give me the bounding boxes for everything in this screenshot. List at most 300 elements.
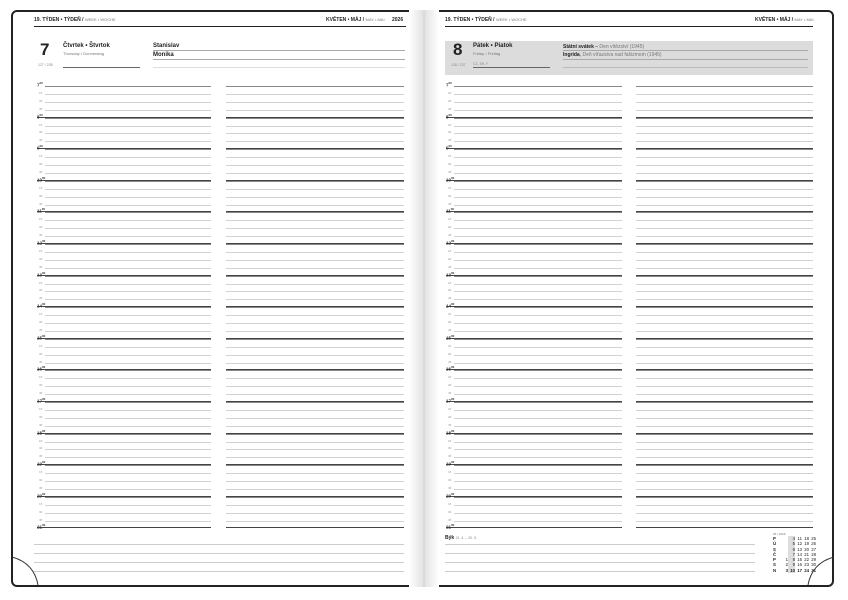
right-quarter-line bbox=[454, 102, 622, 103]
mini-calendar-day: 8 bbox=[788, 557, 795, 562]
right-quarter-line bbox=[636, 236, 813, 237]
right-quarter-line bbox=[636, 331, 813, 332]
left-hour-label-13: $13^{00}$ bbox=[37, 270, 46, 278]
right-quarter-line bbox=[636, 189, 813, 190]
left-hour-line bbox=[45, 212, 211, 213]
right-quarter-line bbox=[454, 110, 622, 111]
right-quarter-label: 45 bbox=[448, 327, 452, 332]
left-quarter-line bbox=[226, 521, 404, 522]
left-hour-line bbox=[45, 149, 211, 150]
left-day-sub: Thursday • Donnerstag bbox=[63, 51, 104, 56]
left-quarter-label: 15 bbox=[39, 248, 43, 253]
right-footer-line-2 bbox=[445, 553, 755, 554]
left-quarter-line bbox=[226, 165, 404, 166]
holiday-2-desc: Deň víťazstva nad fašizmom (1945) bbox=[582, 52, 662, 58]
left-hour-line bbox=[45, 339, 211, 340]
left-footer-line-1 bbox=[34, 544, 404, 545]
left-hour-line bbox=[45, 465, 211, 466]
right-month-label: KVĚTEN • MÁJ / bbox=[755, 17, 794, 23]
left-quarter-line bbox=[45, 481, 211, 482]
right-quarter-line bbox=[454, 126, 622, 127]
left-day-number: 7 bbox=[40, 40, 50, 59]
right-hour-label-21: $21^{00}$ bbox=[446, 523, 455, 530]
right-hour-label-18: $18^{00}$ bbox=[446, 428, 455, 436]
right-hour-label-20: $20^{00}$ bbox=[446, 491, 455, 499]
left-nameday-rule-3 bbox=[153, 67, 405, 68]
left-quarter-label: 45 bbox=[39, 422, 43, 427]
holiday-2: Ingrida, Deň víťazstva nad fašizmom (1945) bbox=[563, 52, 662, 58]
left-quarter-line bbox=[45, 189, 211, 190]
left-corner-curl bbox=[12, 557, 40, 585]
left-quarter-line bbox=[226, 220, 404, 221]
right-quarter-label: 45 bbox=[448, 517, 452, 522]
left-month-small: MAY • MAI bbox=[365, 17, 385, 22]
right-corner-curl bbox=[806, 557, 834, 585]
left-quarter-label: 30 bbox=[39, 383, 43, 388]
left-hour-label-12: $12^{00}$ bbox=[37, 239, 46, 246]
right-quarter-line bbox=[636, 141, 813, 142]
right-quarter-line bbox=[636, 205, 813, 206]
right-quarter-label: 30 bbox=[448, 320, 452, 324]
right-quarter-label: 15 bbox=[448, 217, 452, 222]
right-hour-line bbox=[454, 86, 622, 87]
left-quarter-label: 30 bbox=[39, 446, 43, 451]
right-quarter-line bbox=[636, 489, 813, 490]
right-hour-line bbox=[636, 497, 813, 498]
right-quarter-line bbox=[636, 268, 813, 269]
right-block-rule bbox=[636, 527, 813, 528]
left-quarter-label: 45 bbox=[39, 485, 43, 490]
left-quarter-label: 45 bbox=[39, 233, 43, 238]
right-hour-line bbox=[454, 307, 622, 308]
left-quarter-label: 15 bbox=[39, 217, 43, 222]
left-quarter-line bbox=[226, 473, 404, 474]
left-hour-label-21: $21^{00}$ bbox=[37, 523, 46, 530]
mini-calendar-weekday: N bbox=[773, 567, 777, 573]
left-hour-line bbox=[45, 497, 211, 498]
right-week-small: WEEK • WOCHE bbox=[495, 17, 527, 22]
right-quarter-label: 45 bbox=[448, 264, 452, 269]
left-hour-label-17: $17^{00}$ bbox=[37, 397, 46, 404]
left-quarter-line bbox=[45, 394, 211, 395]
right-quarter-line bbox=[454, 165, 622, 166]
left-quarter-line bbox=[226, 197, 404, 198]
right-nameday-rule-2 bbox=[563, 59, 808, 60]
right-quarter-label: 30 bbox=[448, 383, 452, 388]
left-quarter-label: 15 bbox=[39, 375, 43, 380]
right-quarter-line bbox=[454, 157, 622, 158]
left-quarter-line bbox=[226, 378, 404, 379]
left-hour-label-14: $14^{00}$ bbox=[37, 302, 46, 309]
left-quarter-line bbox=[226, 260, 404, 261]
left-quarter-line bbox=[45, 418, 211, 419]
right-hour-line bbox=[636, 149, 813, 150]
left-quarter-line bbox=[45, 165, 211, 166]
left-quarter-line bbox=[226, 102, 404, 103]
mini-calendar-day: 2 bbox=[785, 562, 788, 568]
right-hour-line bbox=[636, 402, 813, 403]
left-quarter-label: 45 bbox=[39, 138, 43, 143]
left-week-header bbox=[34, 17, 116, 23]
right-quarter-label: 30 bbox=[448, 288, 452, 293]
mini-calendar-day: 7 bbox=[788, 552, 795, 557]
right-quarter-line bbox=[636, 165, 813, 166]
right-quarter-label: 15 bbox=[448, 375, 452, 380]
mini-calendar-day: 29 bbox=[811, 557, 816, 563]
right-quarter-line bbox=[636, 299, 813, 300]
left-quarter-line bbox=[226, 418, 404, 419]
right-quarter-line bbox=[636, 252, 813, 253]
right-quarter-label: 30 bbox=[448, 98, 452, 103]
left-quarter-line bbox=[226, 173, 404, 174]
zodiac-sign bbox=[445, 535, 477, 541]
right-hour-line bbox=[636, 118, 813, 119]
left-quarter-label: 45 bbox=[39, 454, 43, 459]
right-quarter-line bbox=[636, 323, 813, 324]
left-quarter-line bbox=[226, 394, 404, 395]
left-quarter-line bbox=[45, 94, 211, 95]
right-quarter-line bbox=[636, 513, 813, 514]
left-quarter-line bbox=[45, 133, 211, 134]
right-quarter-line bbox=[636, 386, 813, 387]
mini-calendar-weekday: P bbox=[773, 557, 776, 563]
left-quarter-line bbox=[226, 489, 404, 490]
right-quarter-line bbox=[454, 481, 622, 482]
mini-calendar-weekday: P bbox=[773, 536, 776, 541]
right-quarter-line bbox=[636, 481, 813, 482]
right-hour-line bbox=[454, 370, 622, 371]
right-quarter-line bbox=[454, 394, 622, 395]
right-quarter-line bbox=[636, 394, 813, 395]
left-footer-line-2 bbox=[34, 553, 404, 554]
left-nameday-rule-1 bbox=[153, 50, 405, 51]
left-quarter-line bbox=[45, 252, 211, 253]
left-quarter-line bbox=[226, 386, 404, 387]
right-quarter-line bbox=[454, 442, 622, 443]
mini-calendar-day: 21 bbox=[804, 551, 809, 557]
right-quarter-line bbox=[454, 197, 622, 198]
left-hour-line bbox=[226, 149, 404, 150]
right-quarter-line bbox=[454, 323, 622, 324]
left-hour-label-11: $11^{00}$ bbox=[37, 207, 46, 214]
right-quarter-label: 30 bbox=[448, 414, 452, 419]
right-quarter-line bbox=[454, 449, 622, 450]
left-hour-label-20: $20^{00}$ bbox=[37, 491, 46, 499]
left-quarter-line bbox=[226, 268, 404, 269]
right-quarter-label: 30 bbox=[448, 225, 452, 230]
mini-calendar-day: 13 bbox=[797, 546, 802, 552]
left-quarter-label: 15 bbox=[39, 343, 43, 348]
left-hour-label-16: $16^{00}$ bbox=[37, 365, 46, 372]
left-hour-line bbox=[226, 118, 404, 119]
left-quarter-line bbox=[226, 189, 404, 190]
left-quarter-line bbox=[226, 94, 404, 95]
right-quarter-label: 15 bbox=[448, 248, 452, 253]
left-quarter-label: 15 bbox=[39, 280, 43, 285]
left-quarter-label: 30 bbox=[39, 98, 43, 103]
right-hour-line bbox=[454, 149, 622, 150]
right-hour-line bbox=[636, 339, 813, 340]
left-quarter-line bbox=[45, 378, 211, 379]
left-quarter-line bbox=[45, 141, 211, 142]
right-quarter-line bbox=[636, 315, 813, 316]
left-hour-label-18: $18^{00}$ bbox=[37, 428, 46, 436]
right-quarter-line bbox=[454, 236, 622, 237]
mini-calendar-weekday: S bbox=[773, 546, 776, 552]
right-quarter-label: 45 bbox=[448, 138, 452, 143]
left-quarter-label: 30 bbox=[39, 478, 43, 482]
left-quarter-label: 30 bbox=[39, 351, 43, 356]
left-footer-line-4 bbox=[34, 571, 404, 572]
right-hour-label-19: $19^{00}$ bbox=[446, 460, 455, 467]
right-hour-line bbox=[454, 497, 622, 498]
left-hour-line bbox=[226, 181, 404, 182]
left-quarter-line bbox=[226, 505, 404, 506]
left-hour-line bbox=[226, 339, 404, 340]
left-quarter-label: 45 bbox=[39, 391, 43, 396]
zodiac-name: Býk bbox=[445, 535, 455, 541]
mini-calendar-day: 4 bbox=[788, 536, 795, 541]
right-quarter-line bbox=[454, 141, 622, 142]
left-hour-line bbox=[226, 244, 404, 245]
left-day-name: Čtvrtek • Štvrtok bbox=[63, 43, 110, 49]
right-footer-line-4 bbox=[445, 571, 755, 572]
left-quarter-line bbox=[45, 173, 211, 174]
left-quarter-line bbox=[45, 268, 211, 269]
left-quarter-line bbox=[45, 505, 211, 506]
right-quarter-line bbox=[636, 284, 813, 285]
mini-calendar-day: 14 bbox=[797, 551, 802, 557]
right-week-header bbox=[445, 17, 527, 23]
left-header-rule bbox=[34, 26, 406, 27]
left-quarter-line bbox=[45, 457, 211, 458]
left-quarter-label: 15 bbox=[39, 185, 43, 190]
left-hour-line bbox=[45, 276, 211, 277]
left-quarter-line bbox=[45, 102, 211, 103]
mini-calendar-day: 10 bbox=[788, 568, 795, 573]
left-quarter-line bbox=[226, 291, 404, 292]
right-quarter-label: 30 bbox=[448, 446, 452, 451]
mini-calendar-day: 16 bbox=[797, 562, 802, 568]
right-hour-line bbox=[636, 370, 813, 371]
left-quarter-line bbox=[45, 442, 211, 443]
left-day-rule bbox=[63, 67, 140, 68]
right-quarter-line bbox=[454, 94, 622, 95]
left-quarter-line bbox=[226, 426, 404, 427]
right-hour-label-8: $8^{00}$ bbox=[446, 112, 452, 120]
right-hour-line bbox=[636, 181, 813, 182]
right-quarter-line bbox=[454, 457, 622, 458]
left-quarter-label: 15 bbox=[39, 122, 43, 127]
left-quarter-line bbox=[226, 323, 404, 324]
right-quarter-line bbox=[636, 355, 813, 356]
left-quarter-line bbox=[45, 157, 211, 158]
right-quarter-line bbox=[454, 315, 622, 316]
left-hour-line bbox=[226, 370, 404, 371]
left-quarter-line bbox=[226, 331, 404, 332]
left-week-label: 19. TÝDEN • TÝDEŇ / bbox=[34, 17, 84, 23]
left-quarter-label: 15 bbox=[39, 406, 43, 411]
right-quarter-label: 45 bbox=[448, 106, 452, 111]
left-week-small: WEEK • WOCHE bbox=[84, 17, 116, 22]
right-quarter-label: 45 bbox=[448, 296, 452, 301]
right-quarter-line bbox=[636, 410, 813, 411]
right-quarter-line bbox=[454, 189, 622, 190]
right-quarter-line bbox=[636, 521, 813, 522]
right-quarter-line bbox=[636, 442, 813, 443]
holiday-1-name: Státní svátek bbox=[563, 44, 594, 50]
right-hour-line bbox=[454, 402, 622, 403]
left-hour-line bbox=[226, 465, 404, 466]
right-hour-line bbox=[454, 181, 622, 182]
left-quarter-line bbox=[226, 457, 404, 458]
left-quarter-line bbox=[226, 442, 404, 443]
left-hour-line bbox=[45, 244, 211, 245]
mini-calendar-day: 24 bbox=[804, 567, 809, 573]
left-quarter-label: 45 bbox=[39, 264, 43, 269]
mini-calendar-day: 12 bbox=[797, 541, 802, 547]
right-quarter-line bbox=[454, 426, 622, 427]
right-quarter-line bbox=[454, 418, 622, 419]
right-hour-line bbox=[454, 434, 622, 435]
right-quarter-line bbox=[454, 133, 622, 134]
mini-calendar-day: 22 bbox=[804, 557, 809, 563]
mini-calendar-day: 19 bbox=[804, 541, 809, 547]
left-hour-line bbox=[45, 434, 211, 435]
right-quarter-label: 30 bbox=[448, 162, 452, 166]
right-nameday-rule-1 bbox=[563, 50, 808, 51]
left-quarter-line bbox=[45, 197, 211, 198]
mini-calendar-day: 15 bbox=[797, 557, 802, 563]
left-hour-line bbox=[45, 307, 211, 308]
left-quarter-label: 30 bbox=[39, 320, 43, 324]
right-quarter-line bbox=[636, 173, 813, 174]
right-quarter-line bbox=[636, 260, 813, 261]
left-quarter-line bbox=[45, 284, 211, 285]
right-nameday-rule-3 bbox=[563, 67, 808, 68]
left-quarter-line bbox=[45, 228, 211, 229]
left-quarter-label: 30 bbox=[39, 256, 43, 261]
left-block-rule bbox=[37, 527, 211, 528]
mini-calendar-day: 25 bbox=[811, 536, 816, 541]
left-quarter-line bbox=[45, 126, 211, 127]
right-hour-line bbox=[636, 307, 813, 308]
left-quarter-line bbox=[45, 355, 211, 356]
mini-calendar-day: 17 bbox=[797, 567, 802, 573]
right-quarter-label: 45 bbox=[448, 169, 452, 174]
right-quarter-line bbox=[454, 220, 622, 221]
right-day-of-year: 128 / 237 bbox=[451, 63, 466, 67]
right-hour-line bbox=[636, 212, 813, 213]
left-quarter-line bbox=[45, 220, 211, 221]
left-quarter-label: 15 bbox=[39, 90, 43, 95]
left-quarter-line bbox=[45, 315, 211, 316]
right-quarter-line bbox=[454, 505, 622, 506]
left-hour-line bbox=[226, 86, 404, 87]
right-header-rule bbox=[445, 26, 813, 27]
right-quarter-label: 30 bbox=[448, 193, 452, 198]
right-quarter-line bbox=[454, 291, 622, 292]
book-gutter bbox=[409, 10, 439, 587]
left-hour-label-10: $10^{00}$ bbox=[37, 175, 46, 183]
left-quarter-line bbox=[45, 323, 211, 324]
mini-calendar-day: 6 bbox=[788, 547, 795, 552]
right-quarter-line bbox=[454, 331, 622, 332]
right-quarter-label: 45 bbox=[448, 454, 452, 459]
right-hour-line bbox=[636, 244, 813, 245]
left-hour-line bbox=[45, 402, 211, 403]
right-hour-line bbox=[636, 434, 813, 435]
left-quarter-line bbox=[45, 426, 211, 427]
left-hour-line bbox=[226, 434, 404, 435]
left-quarter-line bbox=[226, 355, 404, 356]
right-hour-line bbox=[454, 244, 622, 245]
left-quarter-label: 15 bbox=[39, 312, 43, 317]
right-quarter-line bbox=[454, 363, 622, 364]
left-quarter-line bbox=[45, 386, 211, 387]
right-quarter-line bbox=[454, 386, 622, 387]
right-day-sub: Friday • Freitag bbox=[473, 51, 501, 56]
left-quarter-line bbox=[226, 157, 404, 158]
right-hour-line bbox=[636, 465, 813, 466]
left-quarter-line bbox=[45, 363, 211, 364]
left-quarter-line bbox=[45, 299, 211, 300]
right-hour-label-14: $14^{00}$ bbox=[446, 302, 455, 309]
right-day-number: 8 bbox=[453, 40, 463, 59]
left-quarter-line bbox=[226, 315, 404, 316]
right-quarter-label: 45 bbox=[448, 359, 452, 364]
right-moon-info: CZ, SK, F bbox=[473, 62, 489, 66]
right-hour-line bbox=[454, 465, 622, 466]
left-hour-line bbox=[226, 497, 404, 498]
right-quarter-line bbox=[636, 133, 813, 134]
left-quarter-line bbox=[45, 260, 211, 261]
right-footer-line-3 bbox=[445, 562, 755, 563]
right-quarter-label: 15 bbox=[448, 280, 452, 285]
right-quarter-line bbox=[454, 473, 622, 474]
right-quarter-line bbox=[454, 378, 622, 379]
mini-calendar-day: 27 bbox=[811, 546, 816, 552]
left-quarter-label: 45 bbox=[39, 106, 43, 111]
left-month-label: KVĚTEN • MÁJ / bbox=[326, 17, 365, 23]
left-hour-line bbox=[226, 307, 404, 308]
right-hour-label-12: $12^{00}$ bbox=[446, 239, 455, 246]
right-day-name: Pátek • Piatok bbox=[473, 43, 513, 49]
right-hour-label-7: $7^{00}$ bbox=[446, 81, 452, 88]
left-nameday-2: Monika bbox=[153, 52, 174, 58]
right-quarter-line bbox=[636, 505, 813, 506]
right-quarter-label: 15 bbox=[448, 343, 452, 348]
right-quarter-line bbox=[454, 252, 622, 253]
right-quarter-line bbox=[636, 228, 813, 229]
left-quarter-line bbox=[45, 489, 211, 490]
mini-calendar-day: 30 bbox=[811, 562, 816, 568]
left-quarter-line bbox=[226, 299, 404, 300]
left-quarter-line bbox=[226, 126, 404, 127]
right-hour-label-13: $13^{00}$ bbox=[446, 270, 455, 278]
left-quarter-line bbox=[226, 449, 404, 450]
left-quarter-label: 45 bbox=[39, 359, 43, 364]
right-quarter-line bbox=[636, 197, 813, 198]
left-nameday-1: Stanislav bbox=[153, 43, 180, 49]
right-quarter-label: 30 bbox=[448, 509, 452, 514]
right-quarter-label: 45 bbox=[448, 391, 452, 396]
holiday-2-name: Ingrida bbox=[563, 52, 580, 58]
mini-calendar-day: 5 bbox=[788, 541, 795, 546]
right-quarter-label: 15 bbox=[448, 122, 452, 127]
right-quarter-line bbox=[636, 220, 813, 221]
left-footer-line-3 bbox=[34, 562, 404, 563]
